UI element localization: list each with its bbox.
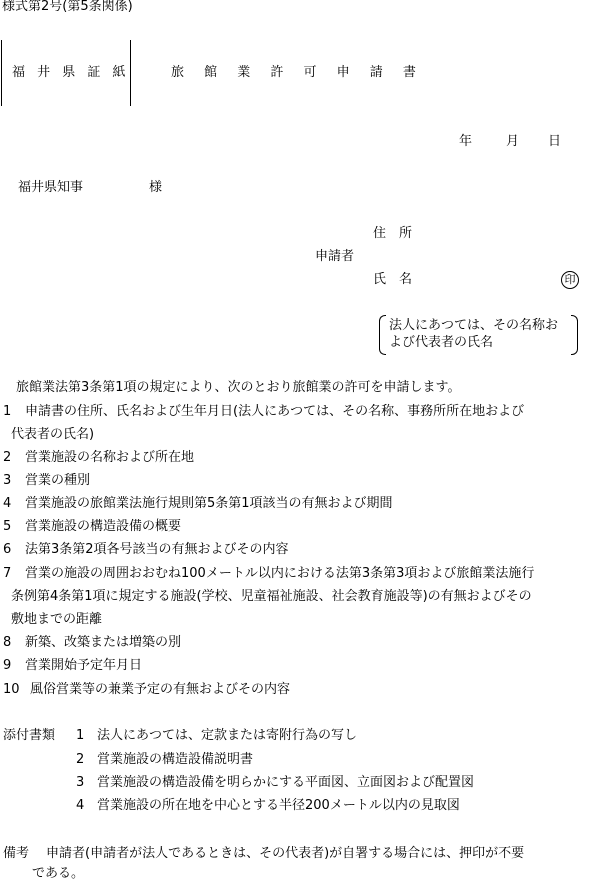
item-text: 営業施設の名称および所在地 <box>25 450 195 465</box>
item-text-continued: 条例第4条第1項に規定する施設(学校、児童福祉施設、社会教育施設等)の有無およびその <box>11 589 532 604</box>
attachments-label: 添付書類 <box>3 728 56 743</box>
page-title: 旅 館 業 許 可 申 請 書 <box>171 65 424 80</box>
item-number: 8 <box>3 635 12 650</box>
attachment-number: 2 <box>76 752 85 767</box>
stamp-box-right-border <box>130 40 131 106</box>
corporate-note-line: よび代表者の氏名 <box>389 335 494 350</box>
attachment-number: 4 <box>76 798 85 813</box>
stamp-box-left-border <box>1 40 2 106</box>
item-text: 営業施設の旅館業法施行規則第5条第1項該当の有無および期間 <box>25 496 393 511</box>
item-number: 2 <box>3 450 12 465</box>
right-bracket <box>571 315 578 355</box>
item-number: 3 <box>3 473 12 488</box>
remarks-label: 備考 <box>3 846 30 861</box>
seal-mark: 印 <box>561 271 579 289</box>
item-number: 4 <box>3 496 12 511</box>
stamp-label: 福 井 県 証 紙 <box>12 65 130 80</box>
item-text: 営業開始予定年月日 <box>25 658 143 673</box>
date-day-label: 日 <box>548 134 562 149</box>
item-number: 9 <box>3 658 12 673</box>
addressee: 福井県知事 <box>18 180 84 195</box>
item-text: 風俗営業等の兼業予定の有無およびその内容 <box>30 682 291 697</box>
item-number: 7 <box>3 566 12 581</box>
left-bracket <box>379 315 386 355</box>
item-text: 新築、改築または増築の別 <box>25 635 182 650</box>
date-month-label: 月 <box>506 134 520 149</box>
item-number: 10 <box>3 682 20 697</box>
honorific: 様 <box>149 180 163 195</box>
item-text: 申請書の住所、氏名および生年月日(法人にあつては、その名称、事務所所在地および <box>25 404 525 419</box>
attachment-text: 営業施設の構造設備説明書 <box>97 752 254 767</box>
address-label: 住 所 <box>373 226 413 241</box>
intro-paragraph: 旅館業法第3条第1項の規定により、次のとおり旅館業の許可を申請します。 <box>16 380 461 395</box>
attachment-text: 営業施設の所在地を中心とする半径200メートル以内の見取図 <box>97 798 460 813</box>
item-number: 1 <box>3 404 12 419</box>
attachment-number: 1 <box>76 728 85 743</box>
item-text-continued: 敷地までの距離 <box>11 612 103 627</box>
name-label: 氏 名 <box>373 272 413 287</box>
remarks-text: 申請者(申請者が法人であるときは、その代表者)が自署する場合には、押印が不要 <box>46 846 525 861</box>
item-text: 営業の施設の周囲おおむね100メートル以内における法第3条第3項および旅館業法施行 <box>25 566 535 581</box>
corporate-note <box>379 315 578 353</box>
remarks-text-continued: である。 <box>32 866 85 881</box>
item-text: 営業の種別 <box>25 473 91 488</box>
item-number: 5 <box>3 519 12 534</box>
item-text-continued: 代表者の氏名) <box>11 427 95 442</box>
item-text: 法第3条第2項各号該当の有無およびその内容 <box>25 542 289 557</box>
form-number: 様式第2号(第5条関係) <box>2 0 133 14</box>
corporate-note-text <box>389 317 558 351</box>
corporate-note-line: 法人にあつては、その名称お <box>389 318 559 333</box>
date-year-label: 年 <box>459 134 473 149</box>
applicant-label: 申請者 <box>315 249 355 264</box>
attachment-number: 3 <box>76 775 85 790</box>
attachment-text: 営業施設の構造設備を明らかにする平面図、立面図および配置図 <box>97 775 475 790</box>
attachment-text: 法人にあつては、定款または寄附行為の写し <box>97 728 358 743</box>
item-text: 営業施設の構造設備の概要 <box>25 519 182 534</box>
item-number: 6 <box>3 542 12 557</box>
